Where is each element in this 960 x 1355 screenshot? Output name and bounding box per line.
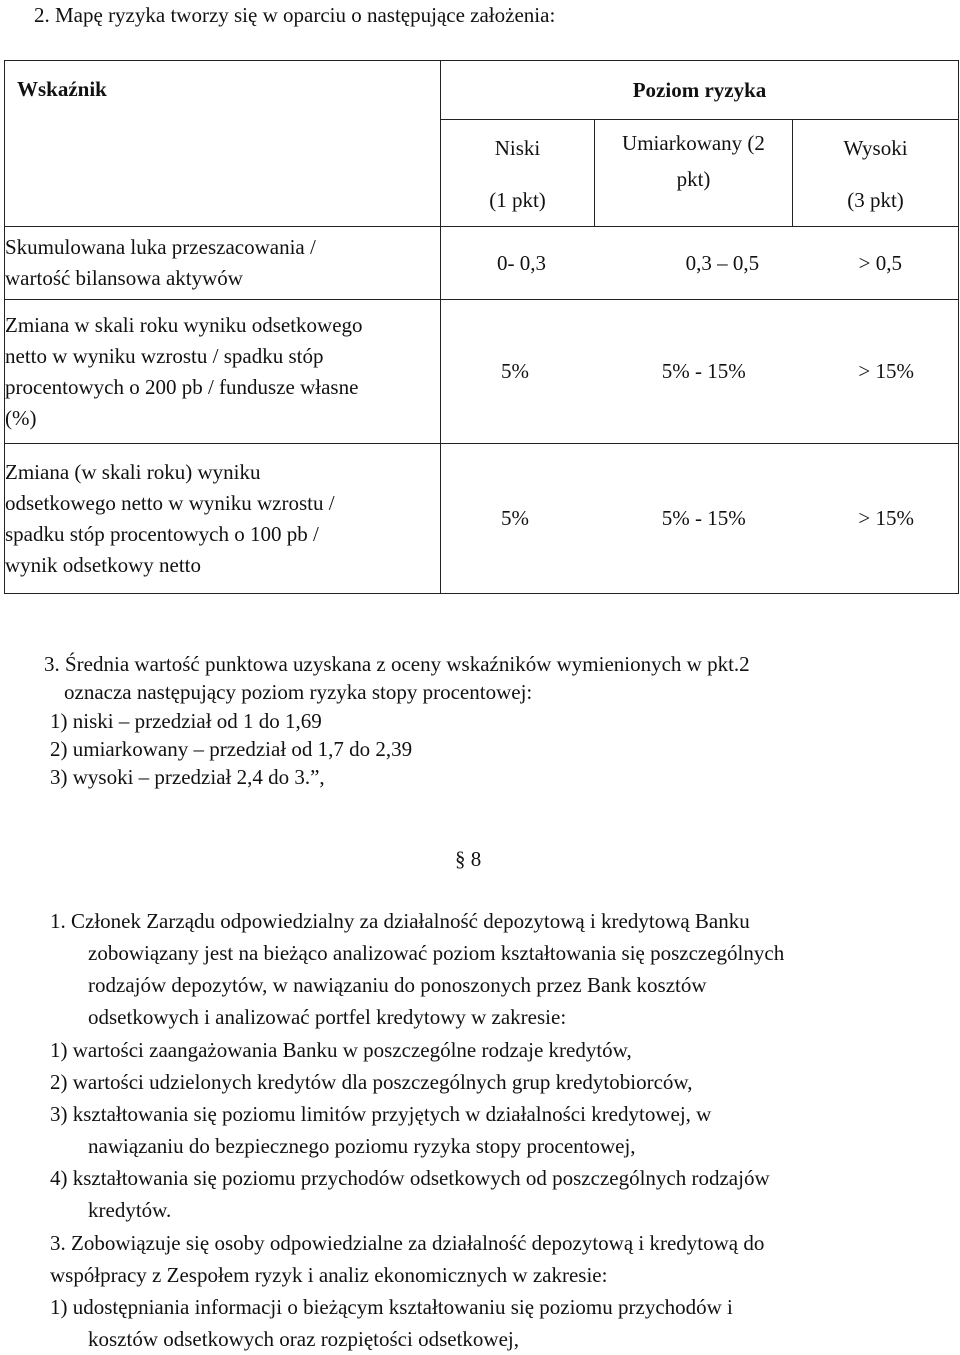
indicator-line: Skumulowana luka przeszacowania / xyxy=(5,235,316,259)
level-high xyxy=(793,120,959,227)
level-low xyxy=(441,120,595,227)
level-high-name: Wysoki xyxy=(843,136,908,160)
paragraph-line: 3. Zobowiązuje się osoby odpowiedzialne za działalność depozytową i kredytową do xyxy=(50,1231,765,1255)
table-row xyxy=(5,227,959,300)
list-item-continued: kredytów. xyxy=(88,1198,172,1222)
level-low-name: Niski xyxy=(494,136,541,160)
value-moderate: 5% - 15% xyxy=(661,506,746,530)
values-cell xyxy=(441,300,959,444)
list-item: 4) kształtowania się poziomu przychodów odsetkowych od poszczególnych rodzajów xyxy=(50,1166,770,1190)
value-moderate: 0,3 – 0,5 xyxy=(685,250,760,275)
indicator-line: netto w wyniku wzrostu / spadku stóp xyxy=(5,343,324,368)
section-3-line-1: 3. Średnia wartość punktowa uzyskana z oceny wskaźników wymienionych w pkt.2 xyxy=(44,652,750,676)
list-item: 1) niski – przedział od 1 do 1,69 xyxy=(50,709,322,733)
section-mark: § 8 xyxy=(455,847,482,871)
header-indicator: Wskaźnik xyxy=(5,61,441,227)
list-item-continued: kosztów odsetkowych oraz rozpiętości odsetkowej, xyxy=(88,1327,519,1351)
level-moderate-points: pkt) xyxy=(676,167,711,191)
list-item: 2) umiarkowany – przedział od 1,7 do 2,39 xyxy=(50,737,413,761)
section-3-line-2: oznacza następujący poziom ryzyka stopy procentowej: xyxy=(64,680,533,704)
list-item: 3) kształtowania się poziomu limitów przyjętych w działalności kredytowej, w xyxy=(50,1102,712,1126)
list-item-continued: nawiązaniu do bezpiecznego poziomu ryzyka stopy procentowej, xyxy=(88,1134,636,1158)
table-row xyxy=(5,444,959,594)
list-item: 1) wartości zaangażowania Banku w poszczególne rodzaje kredytów, xyxy=(50,1038,632,1062)
indicator-line: wartość bilansowa aktywów xyxy=(5,266,243,290)
table-row xyxy=(5,300,959,444)
level-moderate xyxy=(595,120,793,227)
indicator-line: wynik odsetkowy netto xyxy=(5,552,201,577)
values-cell xyxy=(441,444,959,594)
paragraph-line: 1. Członek Zarządu odpowiedzialny za działalność depozytową i kredytową Banku xyxy=(50,909,750,933)
risk-map-table xyxy=(4,60,959,594)
indicator-cell xyxy=(5,300,441,444)
value-low: 5% xyxy=(501,359,529,383)
value-low: 0- 0,3 xyxy=(497,250,546,275)
indicator-line: (%) xyxy=(5,405,37,430)
paragraph-line: współpracy z Zespołem ryzyk i analiz ekonomicznych w zakresie: xyxy=(50,1263,608,1287)
value-moderate: 5% - 15% xyxy=(661,359,746,383)
value-high: > 15% xyxy=(858,506,915,530)
indicator-line: procentowych o 200 pb / fundusze własne xyxy=(5,374,359,399)
header-risk-level: Poziom ryzyka xyxy=(441,61,959,120)
indicator-line: odsetkowego netto w wyniku wzrostu / xyxy=(5,490,335,515)
level-moderate-name: Umiarkowany (2 xyxy=(622,131,765,155)
indicator-line: spadku stóp procentowych o 100 pb / xyxy=(5,521,319,546)
list-item: 1) udostępniania informacji o bieżącym kształtowaniu się poziomu przychodów i xyxy=(50,1295,733,1319)
paragraph-line: odsetkowych i analizować portfel kredytowy w zakresie: xyxy=(88,1005,567,1029)
value-high: > 15% xyxy=(858,359,915,383)
indicator-line: Zmiana w skali roku wyniku odsetkowego xyxy=(5,312,363,337)
level-high-points: (3 pkt) xyxy=(847,188,904,212)
indicator-line: Zmiana (w skali roku) wyniku xyxy=(5,459,261,484)
value-low: 5% xyxy=(501,506,529,530)
values-cell xyxy=(441,227,959,300)
paragraph-line: rodzajów depozytów, w nawiązaniu do ponoszonych przez Bank kosztów xyxy=(88,973,707,997)
paragraph-line: zobowiązany jest na bieżąco analizować poziom kształtowania się poszczególnych xyxy=(88,941,785,965)
list-item: 2) wartości udzielonych kredytów dla poszczególnych grup kredytobiorców, xyxy=(50,1070,693,1094)
list-item: 3) wysoki – przedział 2,4 do 3.”, xyxy=(50,765,325,789)
indicator-cell xyxy=(5,227,441,300)
indicator-cell xyxy=(5,444,441,594)
value-high: > 0,5 xyxy=(858,250,902,275)
level-low-points: (1 pkt) xyxy=(489,188,546,212)
section-2-heading: 2. Mapę ryzyka tworzy się w oparciu o następujące założenia: xyxy=(34,3,556,27)
